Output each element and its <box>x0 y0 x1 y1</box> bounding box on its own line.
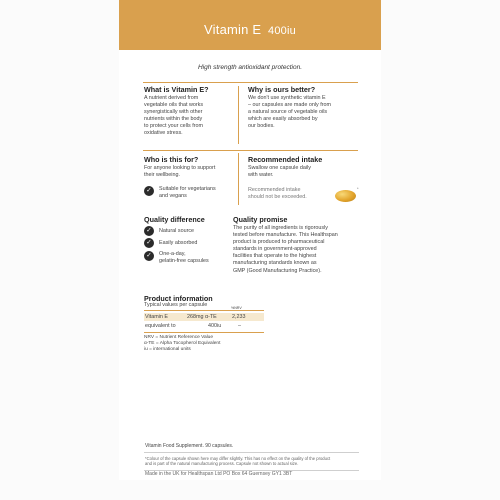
who-for-line: For anyone looking to support <box>144 165 216 171</box>
why-better-line: We don't use synthetic vitamin E <box>248 95 326 101</box>
what-is-heading: What is Vitamin E? <box>144 85 209 94</box>
quality-promise-line: The purity of all ingredients is rigorously <box>233 225 328 231</box>
why-better-line: which are easily absorbed by <box>248 116 318 123</box>
product-info-notes <box>144 335 220 354</box>
quality-promise-line: manufacturing standards known as <box>233 260 317 267</box>
why-better-text <box>248 95 331 130</box>
divider-col-1 <box>238 86 239 144</box>
tagline: High strength antioxidant protection. <box>197 64 303 71</box>
quality-item-label: Natural source <box>159 228 195 234</box>
intake-warning-line: Recommended intake <box>248 187 301 193</box>
quality-item <box>159 228 194 235</box>
vegetarian-line: Suitable for vegetarians <box>159 186 216 192</box>
quality-promise-line: GMP (Good Manufacturing Practice). <box>233 267 322 274</box>
vegetarian-note <box>159 186 216 200</box>
quality-item-label: Easily absorbed <box>159 240 198 246</box>
row-amount: 268mg α-TE <box>187 314 217 320</box>
why-better-heading: Why is ours better? <box>248 85 316 94</box>
what-is-line: synergistically with other <box>144 109 203 116</box>
vegetarian-line: and vegans <box>159 193 187 199</box>
intake-line: Swallow one capsule daily <box>248 165 311 171</box>
what-is-line: vegetable oils that works <box>144 102 204 109</box>
quality-promise-line: facilities that operate to the highest <box>233 253 317 260</box>
intake-text <box>248 165 311 179</box>
check-icon: ✓ <box>144 226 154 236</box>
who-for-heading: Who is this for? <box>144 155 199 164</box>
who-for-line: their wellbeing. <box>144 172 180 179</box>
who-for-text <box>144 165 215 179</box>
note-line: NRV = Nutrient Reference Value <box>144 335 214 340</box>
what-is-line: oxidative stress. <box>144 130 183 137</box>
check-icon: ✓ <box>144 186 154 196</box>
quality-item-label: gelatin-free capsules <box>159 258 209 264</box>
quality-promise-line: tested before manufacture. This Healthspan <box>233 232 338 239</box>
disclaimer-line: *Colour of the capsule shown here may differ slightly. This has no effect on the quality of the product <box>145 456 331 461</box>
nrv-column-header: %NRV <box>231 306 242 310</box>
capsule-asterisk: * <box>357 186 359 191</box>
row-name: Vitamin E <box>145 314 168 320</box>
why-better-line: our bodies. <box>248 123 275 130</box>
why-better-line: a natural source of vegetable oils <box>248 109 328 116</box>
product-name: Vitamin E <box>204 22 262 37</box>
quality-item <box>159 251 209 265</box>
what-is-line: A nutrient derived from <box>144 95 199 101</box>
footer-rule <box>144 452 359 453</box>
why-better-line: – our capsules are made only from <box>248 102 331 109</box>
capsule-image <box>335 190 356 202</box>
intake-heading: Recommended intake <box>248 155 323 164</box>
table-top-rule <box>144 310 264 311</box>
manufacturer-address: Made in the UK for Healthspan Ltd PO Box 64 Guernsey GY1 3BT <box>145 471 293 477</box>
product-info-heading: Product information <box>144 294 213 303</box>
quality-promise-line: product is produced to pharmaceutical <box>233 239 325 246</box>
divider-middle <box>143 150 358 151</box>
intake-warning-line: should not be exceeded. <box>248 194 307 201</box>
divider-col-2 <box>238 153 239 205</box>
supplement-statement: Vitamin Food Supplement. 90 capsules. <box>145 443 234 449</box>
row-nrv: – <box>238 323 241 329</box>
check-icon: ✓ <box>144 251 154 261</box>
quality-promise-heading: Quality promise <box>233 215 288 224</box>
row-name: equivalent to <box>145 323 176 329</box>
title-banner <box>119 0 381 50</box>
note-line: iu = international units <box>144 347 191 353</box>
note-line: α-TE = Alpha Tocopherol Equivalent <box>144 341 221 347</box>
product-label-card <box>119 0 381 480</box>
what-is-line: nutrients within the body <box>144 116 203 123</box>
intake-warning <box>248 187 307 201</box>
quality-promise-text <box>233 225 338 275</box>
product-info-subheading: Typical values per capsule <box>144 302 208 308</box>
divider-top <box>143 82 358 83</box>
row-amount: 400iu <box>208 323 222 329</box>
table-bottom-rule <box>144 332 264 333</box>
quality-promise-line: standards in government-approved <box>233 246 317 253</box>
product-dose: 400iu <box>268 25 296 37</box>
capsule-disclaimer <box>145 456 330 467</box>
disclaimer-line: and is part of the natural manufacturing process. Capsule not shown to actual size. <box>145 461 299 467</box>
what-is-text <box>144 95 203 138</box>
intake-line: with water. <box>248 172 274 179</box>
product-title <box>119 22 381 37</box>
quality-difference-heading: Quality difference <box>144 215 205 224</box>
quality-item <box>159 240 197 247</box>
what-is-line: to protect your cells from <box>144 123 204 130</box>
quality-item-label: One-a-day, <box>159 251 186 257</box>
row-nrv: 2,233 <box>232 314 246 320</box>
check-icon: ✓ <box>144 238 154 248</box>
